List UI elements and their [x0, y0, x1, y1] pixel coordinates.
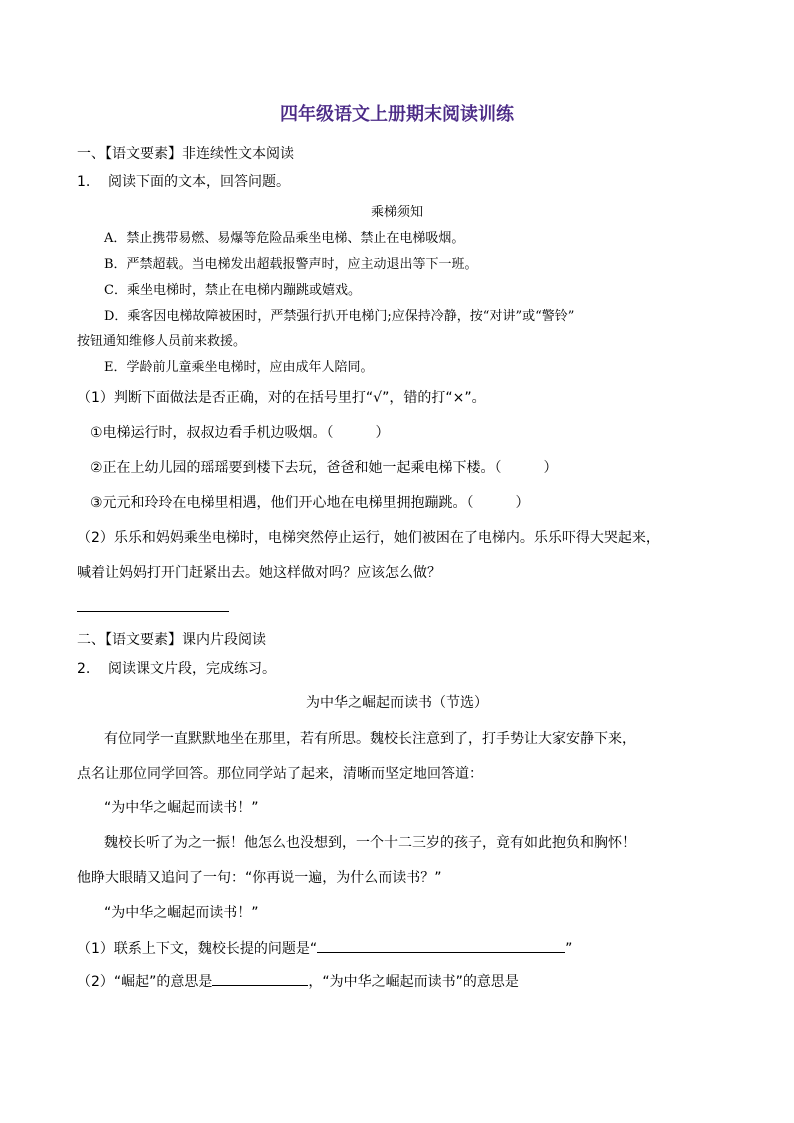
answer-blank-2[interactable] [212, 971, 308, 986]
sub-question-2-1-prefix: （1）联系上下文，魏校长提的问题是“ [77, 941, 318, 957]
judge-item-1: ①电梯运行时，叔叔边看手机边吸烟。（ ） [90, 425, 390, 441]
notice-rule-d: D．乘客因电梯故障被困时，严禁强行扒开电梯门;应保持冷静，按“对讲”或“警铃” [104, 309, 575, 324]
sub-question-2-1 [77, 938, 572, 959]
question-2-text: 阅读课文片段，完成练习。 [108, 661, 276, 677]
passage-paragraph-1-continued: 点名让那位同学回答。那位同学站了起来，清晰而坚定地回答道： [77, 766, 483, 782]
sub-question-2-2-prefix: （2）“崛起”的意思是 [77, 974, 213, 990]
passage-quote-1: “为中华之崛起而读书！” [104, 800, 259, 816]
notice-rule-e: E．学龄前儿童乘坐电梯时，应由成年人陪同。 [104, 360, 374, 375]
judge-item-3: ③元元和玲玲在电梯里相遇，他们开心地在电梯里拥抱蹦跳。（ ） [90, 495, 530, 511]
passage-quote-2: “为中华之崛起而读书！” [104, 905, 259, 921]
answer-blank-1[interactable] [317, 938, 565, 953]
section1-heading: 一、【语文要素】非连续性文本阅读 [77, 146, 294, 162]
question-2-number: 2. [77, 661, 91, 677]
passage-paragraph-2-continued: 他睁大眼睛又追问了一句：“你再说一遍，为什么而读书？” [77, 870, 442, 886]
notice-rule-d-continued: 按钮通知维修人员前来救援。 [77, 334, 247, 349]
sub-question-1-1: （1）判断下面做法是否正确，对的在括号里打“√”，错的打“×”。 [77, 390, 486, 406]
passage-paragraph-2: 魏校长听了为之一振！他怎么也没想到，一个十二三岁的孩子，竟有如此抱负和胸怀！ [104, 835, 636, 851]
notice-rule-a: A．禁止携带易燃、易爆等危险品乘坐电梯、禁止在电梯吸烟。 [104, 231, 465, 246]
question-1-text: 阅读下面的文本，回答问题。 [108, 174, 290, 190]
sub-question-1-2-line2: 喊着让妈妈打开门赶紧出去。她这样做对吗？应该怎么做？ [77, 565, 441, 581]
page-title: 四年级语文上册期末阅读训练 [280, 104, 514, 125]
sub-question-2-2-middle: ，“为中华之崛起而读书”的意思是 [308, 974, 519, 990]
notice-rule-b: B．严禁超载。当电梯发出超载报警声时，应主动退出等下一班。 [104, 257, 478, 272]
question-1-number: 1. [77, 174, 91, 190]
section2-heading: 二、【语文要素】课内片段阅读 [77, 632, 266, 648]
passage-title: 为中华之崛起而读书（节选） [306, 695, 488, 711]
judge-item-2: ②正在上幼儿园的瑶瑶要到楼下去玩，爸爸和她一起乘电梯下楼。（ ） [90, 460, 558, 476]
passage-paragraph-1: 有位同学一直默默地坐在那里，若有所思。魏校长注意到了，打手势让大家安静下来， [104, 731, 636, 747]
notice-title: 乘梯须知 [370, 205, 423, 220]
answer-line [77, 611, 229, 612]
notice-rule-c: C．乘坐电梯时，禁止在电梯内蹦跳或嬉戏。 [104, 283, 361, 298]
sub-question-1-2-line1: （2）乐乐和妈妈乘坐电梯时，电梯突然停止运行，她们被困在了电梯内。乐乐吓得大哭起来， [77, 530, 660, 546]
sub-question-2-2 [77, 971, 519, 992]
sub-question-2-1-suffix: ” [565, 941, 573, 957]
